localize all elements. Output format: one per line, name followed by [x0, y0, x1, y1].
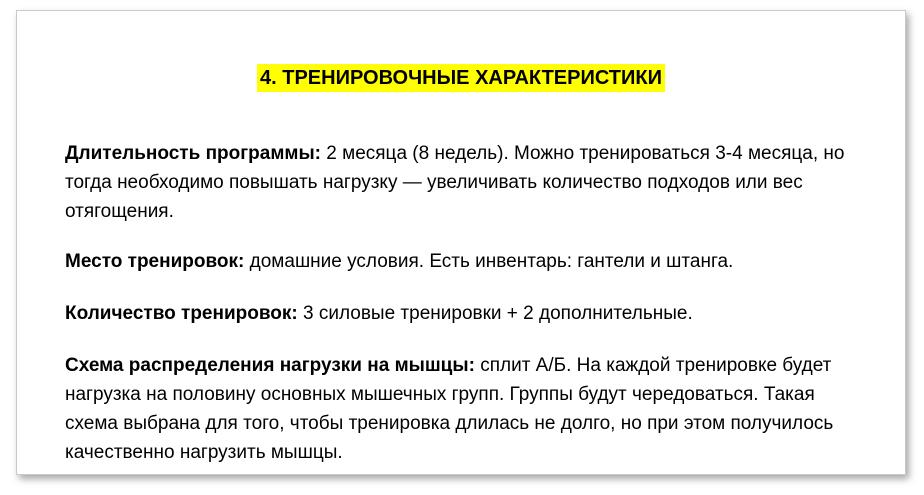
training-count-label: Количество тренировок: [65, 303, 298, 324]
program-duration-label: Длительность программы: [65, 143, 322, 164]
training-count-paragraph [65, 299, 865, 328]
section-heading: 4. ТРЕНИРОВОЧНЫЕ ХАРАКТЕРИСТИКИ [257, 64, 665, 92]
document-page [16, 10, 906, 475]
load-scheme-label: Схема распределения нагрузки на мышцы: [65, 355, 475, 376]
training-place-text: домашние условия. Есть инвентарь: гантели и штанга. [249, 251, 734, 272]
training-count-text: 3 силовые тренировки + 2 дополнительные. [303, 303, 693, 324]
training-place-label: Место тренировок: [65, 251, 245, 272]
training-place-paragraph [65, 247, 865, 276]
load-scheme-text: сплит А/Б. На каждой тренировке будет нагрузка на половину основных мышечных групп. Группы будут чередоваться. Такая схема выбрана для того, чтобы тренировка длилась не долго, но при этом получилось качественно нагрузить мышцы. [65, 355, 834, 463]
load-scheme-paragraph [65, 351, 865, 467]
program-duration-paragraph [65, 139, 865, 226]
heading-container [17, 64, 905, 92]
program-duration-text: 2 месяца (8 недель). Можно тренироваться 3-4 месяца, но тогда необходимо повышать нагрузку — увеличивать количество подходов или вес отягощения. [65, 143, 845, 222]
